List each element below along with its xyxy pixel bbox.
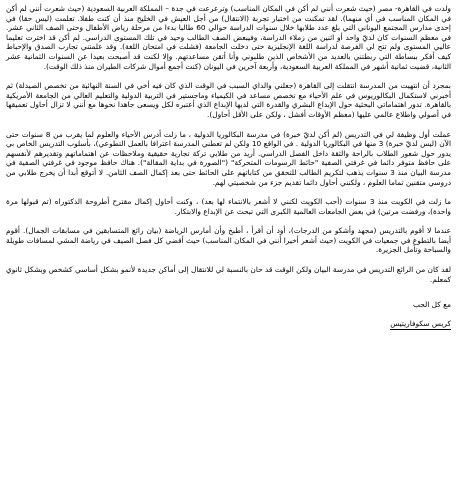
- paragraph-teaching: عملت أول وظيفة لي في التدريس (لم أكن لديّ خبرة) في مدرسة البكالوريا الدولية ، ما زلت أدرس الأحياء والعلوم لما يقرب من 8 سنوات حتى الآن (ليس لديّ خبرة) 3 منها في البكالوريا الدولية . في الواقع 10 ولكن لم تعطني المدرسة اعترافا بالعمل التطوعي)، بأسلوب التدريس الخاص بي يدور حول شعور الطلاب بالراحة والثقة داخل الفصل الدراسي. أريد من طلابي تركة تجارية حقيقية وملاحظات عن اهتماماتهم وتقديرهم لأنفسهم على حافظ متوفر دائما في غرفتي الصفية "حائط الرسومات المتحركة" ("الصورة في بداية المقالة"). هناك حافظ موجود في غرفتي الصفية في مدرسة البيان منذ 3 سنوات يذهب لتكريم الطالب للتحقق من كتاباتهم على الحائط حتى بعد إكمال الصف الثامن. لا أتوقع أبدا أن يخرج طلابي من دروسي متقنين تماما العلوم ، ولكنني أحاول دائما تقديم جزء من شخصيتي لهم.: [6, 129, 452, 187]
- paragraph-hobbies: عندما لا أقوم بالتدريس (مجهد وأشكو من الدرجات)، أود أن أقرأ ، أطبخ وأن أمارس الرياضة (بيان رائع المتسابقين في مسابقات الجمال). أقوم أيضا بالتطوع في جمعيات في الكويت (حيث أشعر أخيرا أنني في المكان المناسب) حيث أقضي كل فصل الصيف في رياضة المشي لمسافات طويلة والسباحة وتأمل الجزيرة.: [6, 226, 451, 255]
- paragraph-childhood: ولدت في القاهرة- مصر (حيث شعرت أنني لم أكن في المكان المناسب) وترعرعت في جدة – المملكة العربية السعودية (حيث شعرت أنني لم أكن في المكان المناسب في أي منهما). لقد تمكنت من اختبار تجربة (الانتقال) من أجل العيش في الخليج منذ أن كنت طفلا. تعلمت (ليس حقا) في إحدى مدارس المجتمع اليوناني التي بلغ عدد طلابها خلال سنوات الدراسة حوالي 60 طالبا بدءا من مرحلة رياض الأطفال وحتى الصف الثاني عشر. في معظم السنوات كان لديّ واحد أو اثنين من زملاء الدراسة، وفيبعض الصف الطالب وحيد في تلك المستوى الدراسي. لم أكن قد اخترت تعليما عاليي المستوى ولم تتح لي الفرصة لدراسة اللغة الإنجليزية حتى دخلت الجامعة (فشلت في امتحان اللغة). وقد علمتني تجارب الصدق والإحباط كيف أفكر ببساطة التي ربطتني بالعديد من الأشخاص الذين طلبوني وأنا أتقن مساعدتهم. وإلا لكنت قد أصبحت بعيدا عن السنوات الثمانية عشر الثانية، قضيت ثمانية أشهر في المملكة العربية السعودية، وأربعة آخرين في اليونان (كنت أجمع أموال شركات الطيران منذ ذلك الوقت).: [6, 4, 451, 71]
- signoff-block: [6, 300, 451, 330]
- paragraph-farewell: لقد كان من الرائع التدريس في مدرسة البيان ولكن الوقت قد حان بالنسبة لي للانتقال إلى أماكن جديدة لأنمو بشكل أساسي كشخص وبشكل ثانوي كمعلم.: [6, 265, 451, 284]
- paragraph-education: بمجرد أن انتهيت من المدرسة انتقلت إلى القاهرة (جعلني والداي السبب في الوقت الذي كان فيه أخي في السنة النهائية من تخصص الصيدلة) ثم أخبرني لاستكمال البكالوريوس في علم الأحياء مع تخصص مساعد في الكيمياء وماجستير في التربية الدولية والتعليم العالي من الجامعة الأمريكية بالقاهرة. تدور اهتماماتي البحثية حول الإبداع البشري والقدرة التي لديها الإبداع الذي أعتبره لكل ويسعى جاهدا نحوها مع أنني لا تزال أحاول تعميقها في أصولي واطلاع عالمي عليها (معظم الأوقات أفشل ، ولكن على الأقل أحاول).: [6, 81, 451, 119]
- closing-text: مع كل الحب: [412, 300, 451, 310]
- signature-name: كريس سكوفاريتيس: [390, 319, 451, 331]
- paragraph-kuwait: ما زلت في الكويت منذ 3 سنوات (أحب الكويت لكنني لا أشعر بالانتماء لها بعد) ، وكنت أحاول إكمال مقترح أطروحة الدكتوراه (تم قبولها مرة واحدة)، ورفضت مرتين) في بعض الجامعات العالمية الكبرى التي تبحث عن الإبداع والابتكار.: [6, 197, 451, 216]
